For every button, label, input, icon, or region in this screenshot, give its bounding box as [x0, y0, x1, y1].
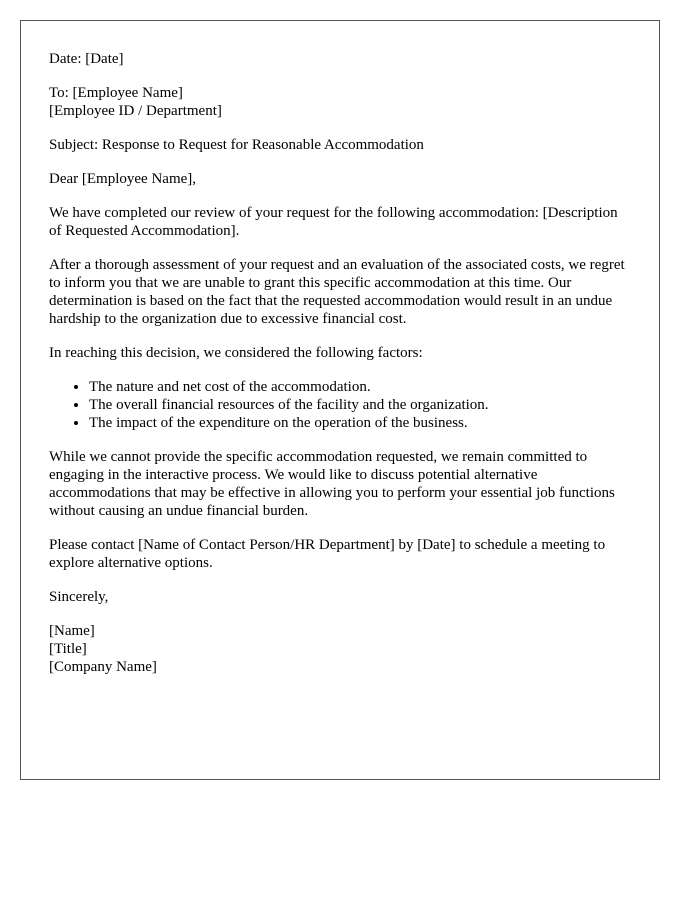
body-paragraph-assessment: After a thorough assessment of your request and an evaluation of the associated costs, we regret to inform you that we are unable to grant this specific accommodation at this time. Our determination is based on the fact that the requested accommodation would result in an undue hardship to the organization due to excessive financial cost. [49, 257, 625, 327]
body-paragraph-contact: Please contact [Name of Contact Person/HR Department] by [Date] to schedule a meeting to explore alternative options. [49, 537, 606, 571]
subject-line: Subject: Response to Request for Reasonable Accommodation [49, 137, 424, 153]
body-paragraph-alternatives: While we cannot provide the specific accommodation requested, we remain committed to engaging in the interactive process. We would like to discuss potential alternative accommodations that may be effective in allowing you to perform your essential job functions without causing an undue financial burden. [49, 449, 615, 519]
valediction: Sincerely, [49, 589, 109, 605]
signature-title: [Title] [49, 641, 87, 657]
letter-page [20, 20, 660, 780]
body-paragraph-factors-intro: In reaching this decision, we considered the following factors: [49, 345, 423, 361]
factors-list [49, 378, 631, 432]
recipient-block [49, 84, 631, 120]
recipient-to-line: To: [Employee Name] [49, 85, 183, 101]
signature-name: [Name] [49, 623, 95, 639]
list-item: • The overall financial resources of the facility and the organization. [89, 396, 631, 414]
salutation: Dear [Employee Name], [49, 171, 197, 187]
date-line: Date: [Date] [49, 51, 124, 67]
recipient-id-line: [Employee ID / Department] [49, 103, 222, 119]
list-item: • The impact of the expenditure on the operation of the business. [89, 414, 631, 432]
list-item: • The nature and net cost of the accommodation. [89, 378, 631, 396]
body-paragraph-review: We have completed our review of your request for the following accommodation: [Description of Requested Accommodation]. [49, 205, 618, 239]
signature-block [49, 622, 631, 676]
signature-company: [Company Name] [49, 659, 157, 675]
